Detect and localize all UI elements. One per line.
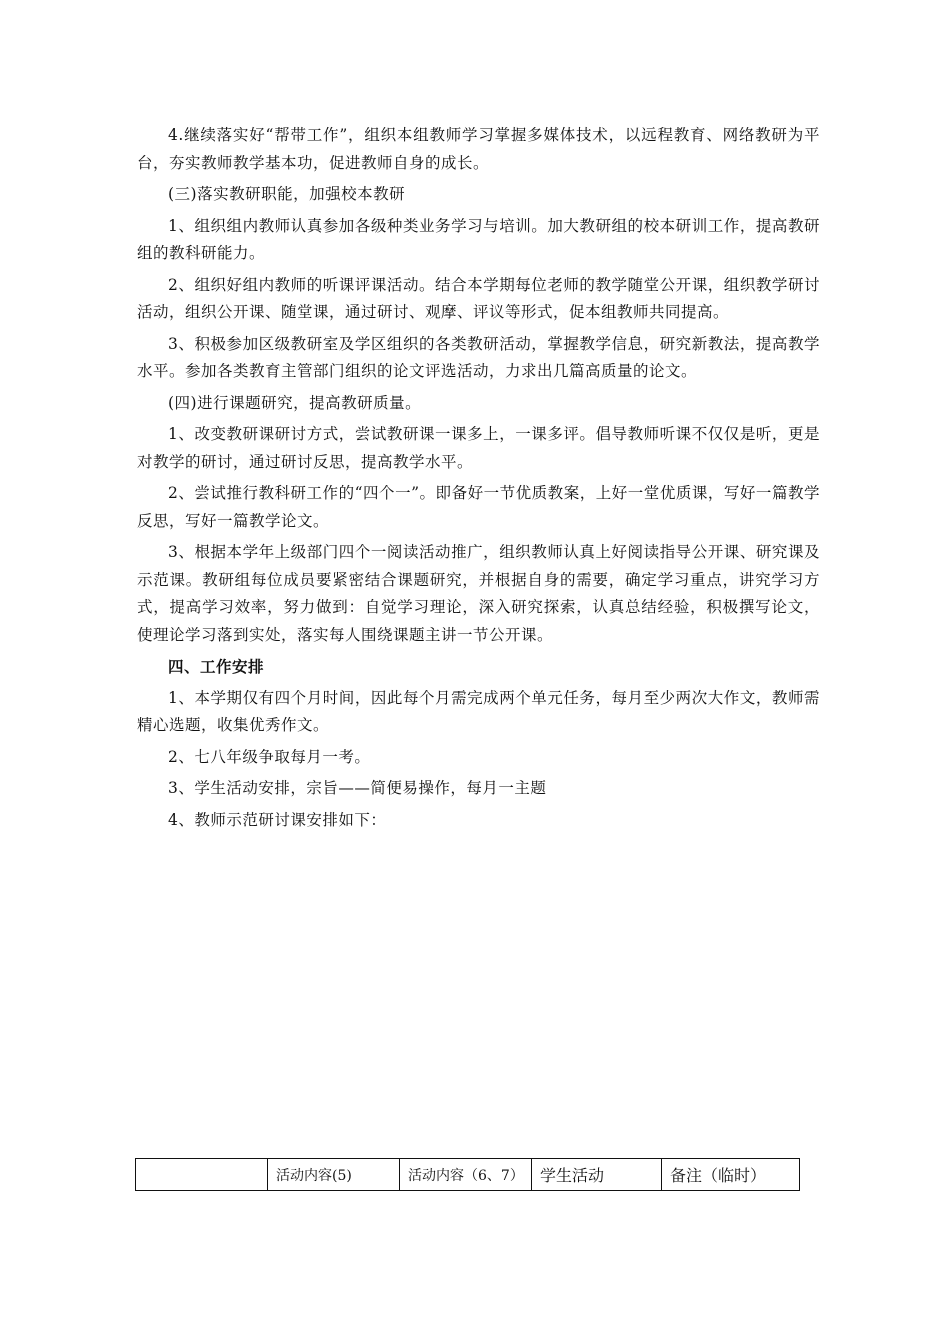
paragraph: 4.继续落实好“帮带工作”，组织本组教师学习掌握多媒体技术，以远程教育、网络教研为平台，夯实教师教学基本功，促进教师自身的成长。 xyxy=(137,126,820,172)
paragraph: 3、根据本学年上级部门四个一阅读活动推广，组织教师认真上好阅读指导公开课、研究课及示范课。教研组每位成员要紧密结合课题研究，并根据自身的需要，确定学习重点，讲究学习方式，提高学习效率，努力做到：自觉学习理论，深入研究探索，认真总结经验，积极撰写论文，使理论学习落到实处，落实每人围绕课题主讲一节公开课。 xyxy=(137,543,820,644)
paragraph: 1、组织组内教师认真参加各级种类业务学习与培训。加大教研组的校本研训工作，提高教研组的教科研能力。 xyxy=(137,216,820,262)
table-header-row xyxy=(136,1159,800,1191)
section-heading: 四、工作安排 xyxy=(168,657,265,676)
table-header-cell-notes: 备注（临时） xyxy=(662,1159,800,1191)
document-body xyxy=(137,122,820,838)
paragraph: 2、组织好组内教师的听课评课活动。结合本学期每位老师的教学随堂公开课，组织教学研讨活动，组织公开课、随堂课，通过研讨、观摩、评议等形式，促本组教师共同提高。 xyxy=(137,275,820,321)
section-heading: (三)落实教研职能，加强校本教研 xyxy=(168,185,406,203)
section-heading: 4、教师示范研讨课安排如下： xyxy=(168,810,387,829)
paragraph: 3、积极参加区级教研室及学区组织的各类教研活动，掌握教学信息，研究新教法，提高教学水平。参加各类教育主管部门组织的论文评选活动，力求出几篇高质量的论文。 xyxy=(137,334,820,380)
schedule-table xyxy=(135,1158,800,1191)
section-heading: 3、学生活动安排，宗旨——简便易操作，每月一主题 xyxy=(168,779,547,797)
table-header-cell-blank xyxy=(136,1159,268,1191)
table-header-cell-activity-5: 活动内容(5) xyxy=(268,1159,400,1191)
paragraph: 1、本学期仅有四个月时间，因此每个月需完成两个单元任务，每月至少两次大作文，教师需精心选题，收集优秀作文。 xyxy=(137,688,820,734)
table-header-cell-activity-6-7: 活动内容（6、7） xyxy=(400,1159,532,1191)
table-header-cell-student-activity: 学生活动 xyxy=(532,1159,662,1191)
section-heading: 2、七八年级争取每月一考。 xyxy=(168,747,371,766)
paragraph: 2、尝试推行教科研工作的“四个一”。即备好一节优质教案，上好一堂优质课，写好一篇教学反思，写好一篇教学论文。 xyxy=(137,484,820,530)
section-heading: (四)进行课题研究，提高教研质量。 xyxy=(168,393,422,412)
paragraph: 1、改变教研课研讨方式，尝试教研课一课多上，一课多评。倡导教师听课不仅仅是听，更是对教学的研讨，通过研讨反思，提高教学水平。 xyxy=(137,425,820,471)
